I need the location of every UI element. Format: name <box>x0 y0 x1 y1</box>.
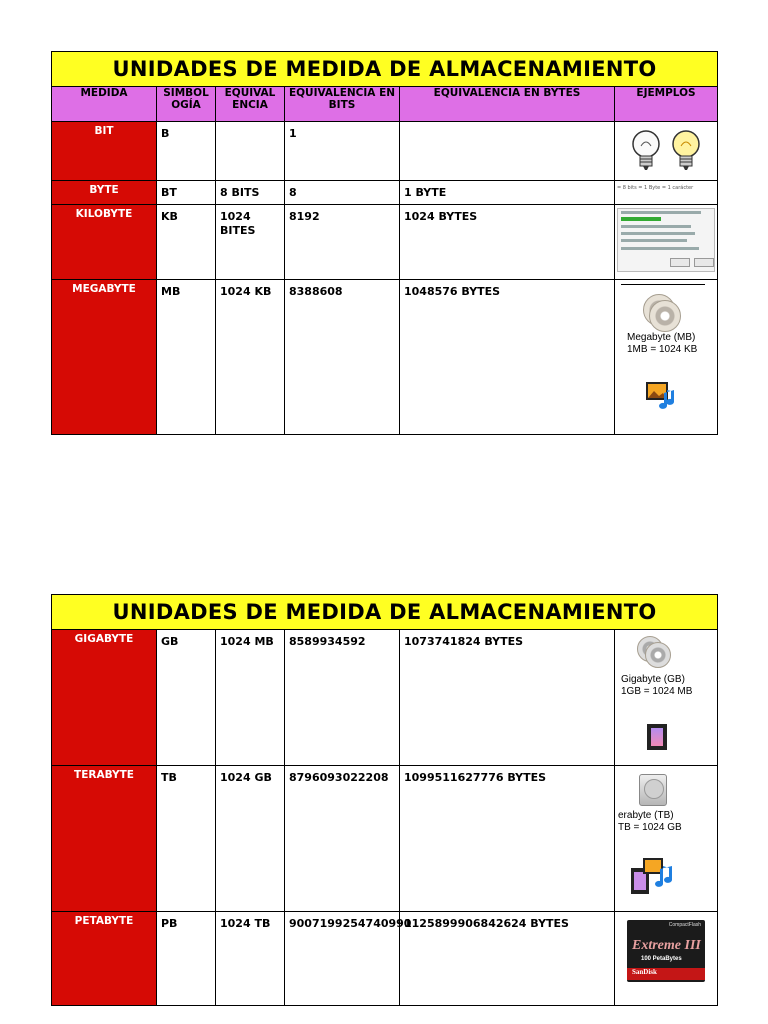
unit-name: KILOBYTE <box>52 205 157 280</box>
unit-bits: 8192 <box>285 205 400 280</box>
example-caption-title: erabyte (TB) <box>618 810 674 821</box>
table-row <box>52 912 718 1006</box>
unit-bytes <box>400 122 615 181</box>
storage-units-table-1 <box>51 51 718 435</box>
unit-bits: 8388608 <box>285 280 400 435</box>
unit-equivalence: 8 BITS <box>216 181 285 205</box>
unit-bits: 8796093022208 <box>285 766 400 912</box>
example-cell <box>615 181 718 205</box>
card-brand-top: CompactFlash <box>668 922 701 928</box>
example-cell <box>615 912 718 1006</box>
example-caption-equiv: 1GB = 1024 MB <box>621 686 693 697</box>
header-row <box>52 87 718 122</box>
card-capacity: 100 PetaBytes <box>641 956 682 962</box>
card-name: Extreme III <box>632 938 701 953</box>
unit-name: BYTE <box>52 181 157 205</box>
unit-name: GIGABYTE <box>52 630 157 766</box>
unit-equivalence <box>216 122 285 181</box>
header-equivalencia-bytes: EQUIVALENCIA EN BYTES <box>400 87 615 122</box>
unit-symbol: B <box>157 122 216 181</box>
unit-symbol: PB <box>157 912 216 1006</box>
picture-music-icon <box>645 380 681 414</box>
unit-bytes: 1024 BYTES <box>400 205 615 280</box>
unit-name: BIT <box>52 122 157 181</box>
bit-strip-note: = 8 bits = 1 Byte = 1 carácter <box>617 185 694 191</box>
unit-name: MEGABYTE <box>52 280 157 435</box>
example-cell <box>615 630 718 766</box>
lightbulb-on-icon <box>669 128 703 172</box>
hard-drive-icon <box>639 774 667 806</box>
unit-symbol: GB <box>157 630 216 766</box>
unit-symbol: TB <box>157 766 216 912</box>
unit-symbol: MB <box>157 280 216 435</box>
table-title: UNIDADES DE MEDIDA DE ALMACENAMIENTO <box>52 52 718 87</box>
compactflash-card-image <box>627 920 705 982</box>
header-simbologia: SIMBOL OGÍA <box>157 87 216 122</box>
lightbulb-off-icon <box>629 128 663 172</box>
header-equivalencia-bits: EQUIVALENCIA EN BITS <box>285 87 400 122</box>
example-caption-title: Gigabyte (GB) <box>621 674 685 685</box>
example-cell <box>615 205 718 280</box>
disc-icon <box>649 300 681 332</box>
film-icon <box>647 724 667 750</box>
unit-bytes: 1 BYTE <box>400 181 615 205</box>
unit-symbol: KB <box>157 205 216 280</box>
unit-equivalence: 1024 TB <box>216 912 285 1006</box>
example-cell <box>615 122 718 181</box>
storage-units-table-2 <box>51 594 718 1006</box>
example-caption-equiv: 1MB = 1024 KB <box>627 344 698 355</box>
unit-bits: 9007199254740990 <box>285 912 400 1006</box>
example-cell <box>615 280 718 435</box>
header-ejemplos: EJEMPLOS <box>615 87 718 122</box>
download-dialog-image <box>617 208 715 272</box>
example-caption-title: Megabyte (MB) <box>627 332 696 343</box>
film-picture-music-icon <box>629 856 679 896</box>
unit-equivalence: 1024 GB <box>216 766 285 912</box>
table-row <box>52 630 718 766</box>
unit-name: PETABYTE <box>52 912 157 1006</box>
unit-bytes: 1125899906842624 BYTES <box>400 912 615 1006</box>
example-caption-equiv: TB = 1024 GB <box>618 822 682 833</box>
unit-bytes: 1073741824 BYTES <box>400 630 615 766</box>
unit-symbol: BT <box>157 181 216 205</box>
unit-bytes: 1099511627776 BYTES <box>400 766 615 912</box>
unit-equivalence: 1024 BITES <box>216 205 285 280</box>
example-cell <box>615 766 718 912</box>
card-maker: SanDisk <box>627 968 705 980</box>
unit-bytes: 1048576 BYTES <box>400 280 615 435</box>
table-row <box>52 205 718 280</box>
header-equivalencia: EQUIVAL ENCIA <box>216 87 285 122</box>
unit-name: TERABYTE <box>52 766 157 912</box>
unit-bits: 1 <box>285 122 400 181</box>
unit-equivalence: 1024 MB <box>216 630 285 766</box>
unit-equivalence: 1024 KB <box>216 280 285 435</box>
table-row <box>52 280 718 435</box>
header-medida: MEDIDA <box>52 87 157 122</box>
unit-bits: 8 <box>285 181 400 205</box>
table-row <box>52 181 718 205</box>
table-row <box>52 766 718 912</box>
disc-icon <box>645 642 671 668</box>
table-title: UNIDADES DE MEDIDA DE ALMACENAMIENTO <box>52 595 718 630</box>
table-row <box>52 122 718 181</box>
unit-bits: 8589934592 <box>285 630 400 766</box>
